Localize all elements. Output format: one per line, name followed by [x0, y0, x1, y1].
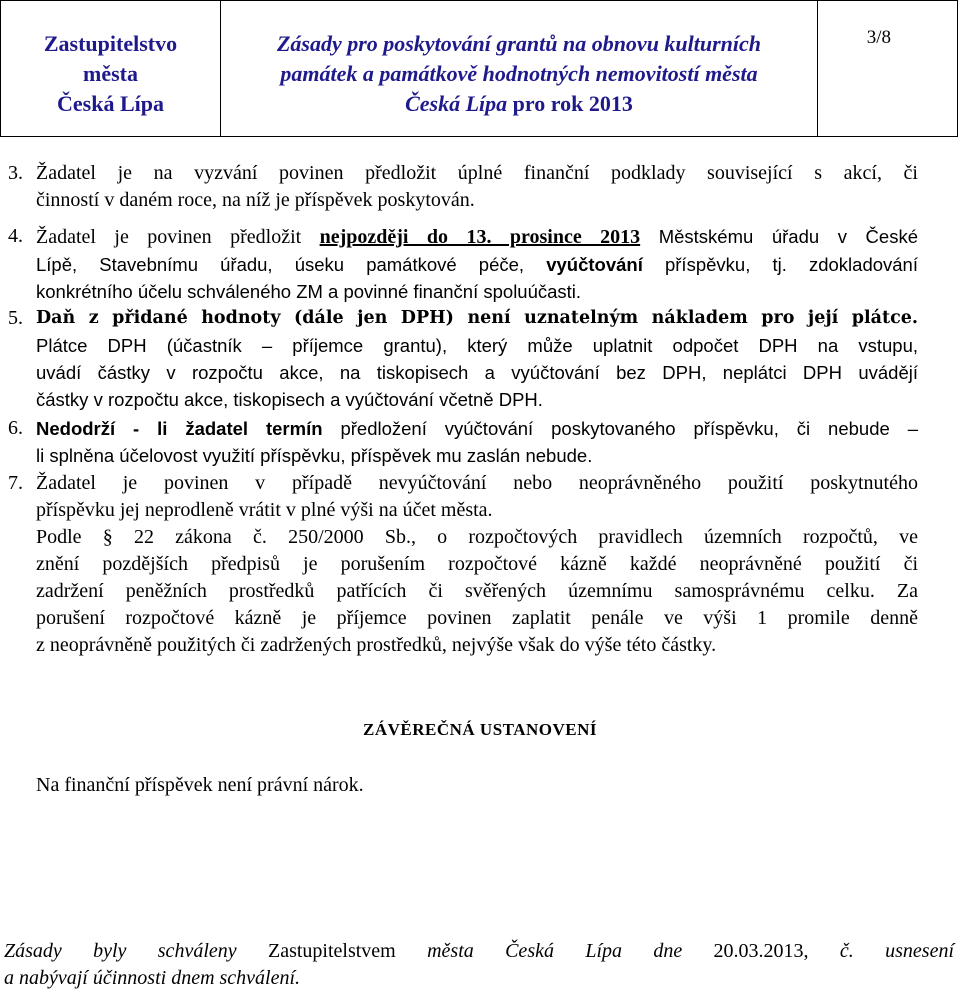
- item-7-line-5: zadržení peněžních prostředků patřících či svěřených územnímu samosprávnému celku. Za: [36, 580, 918, 602]
- item-number: 4.: [8, 225, 23, 247]
- item-6-line-1: [36, 415, 918, 442]
- item-3-line-2: činností v daném roce, na níž je příspěvek poskytován.: [36, 189, 475, 211]
- title-line-1: Zásady pro poskytování grantů na obnovu kulturních: [276, 31, 762, 56]
- resolution-label: č. usnesení: [839, 940, 955, 962]
- item-6-text: předložení vyúčtování poskytovaného příspěvku, či nebude –: [322, 418, 918, 439]
- org-line-2: města: [83, 61, 138, 86]
- section-heading: ZÁVĚREČNÁ USTANOVENÍ: [362, 720, 598, 739]
- title-line-2: památek a památkově hodnotných nemovitostí města: [280, 61, 758, 86]
- item-5-line-3: uvádí částky v rozpočtu akce, na tiskopisech a vyúčtování bez DPH, neplátci DPH uvádějí: [36, 362, 918, 383]
- approval-date: 20.03.2013,: [682, 940, 840, 962]
- item-number: 5.: [8, 307, 23, 329]
- item-7-line-3: [36, 524, 918, 551]
- item-4-line-1: [36, 223, 918, 251]
- approval-note: [4, 938, 954, 992]
- item-4-text-d: příspěvku, tj. zdokladování: [642, 254, 918, 275]
- title-line-3-city: Česká Lípa: [405, 91, 508, 116]
- document-title: [221, 29, 817, 119]
- item-7-line-6: porušení rozpočtové kázně je příjemce povinen zaplatit penále ve výši 1 promile denně: [36, 607, 918, 629]
- list-item-4: [8, 223, 918, 305]
- item-4-text: Žadatel je povinen předložit: [36, 226, 320, 248]
- vat-statement: Daň z přidané hodnoty (dále jen DPH) není uznatelným nákladem pro její plátce.: [36, 308, 918, 328]
- approval-text-a: Zásady byly schváleny: [4, 940, 237, 962]
- item-number: 6.: [8, 417, 23, 439]
- approval-text-c: města Česká Lípa dne: [427, 940, 683, 962]
- approval-line-2: a nabývají účinnosti dnem schválení.: [4, 967, 301, 989]
- page-number: 3/8: [866, 27, 891, 48]
- item-7-line-7: z neoprávněně použitých či zadržených prostředků, nejvýše však do výše této částky.: [36, 634, 717, 656]
- final-statement: Na finanční příspěvek není právní nárok.: [36, 774, 364, 796]
- item-4-text-b: Městskému úřadu v České: [640, 226, 918, 247]
- title-line-3: [221, 89, 817, 119]
- list-item-7: [8, 470, 919, 659]
- item-5-line-2: Plátce DPH (účastník – příjemce grantu), který může uplatnit odpočet DPH na vstupu,: [36, 335, 918, 356]
- document-header: [0, 0, 958, 137]
- accounting-term: vyúčtování: [546, 254, 643, 275]
- header-org-cell: [1, 1, 221, 136]
- item-7-line-2: příspěvku jej neprodleně vrátit v plné výši na účet města.: [36, 499, 493, 521]
- deadline-breach-text: Nedodrží - li žadatel termín: [36, 418, 323, 439]
- item-4-line-2: [36, 251, 918, 278]
- item-number: 7.: [8, 472, 23, 494]
- approval-line-1: [4, 938, 954, 965]
- header-title-cell: [221, 1, 818, 136]
- list-item-6: [8, 415, 918, 469]
- item-7-line-4: znění pozdějších předpisů je porušením rozpočtové kázně každé neoprávněné použití či: [36, 553, 918, 575]
- item-7-line-1: Žadatel je povinen v případě nevyúčtování nebo neoprávněného použití poskytnutého: [36, 472, 918, 494]
- item-3-line-1: Žadatel je na vyzvání povinen předložit úplné finanční podklady související s akcí, či: [36, 162, 918, 184]
- item-6-line-2: li splněna účelovost využití příspěvku, příspěvek mu zaslán nebude.: [36, 445, 593, 466]
- law-reference: Podle § 22 zákona č. 250/2000 Sb.: [36, 526, 411, 548]
- org-line-3: Česká Lípa: [57, 91, 164, 116]
- item-number: 3.: [8, 162, 23, 184]
- org-line-1: Zastupitelstvo: [43, 31, 178, 56]
- list-item-5: [8, 305, 918, 413]
- item-4-text-c: Lípě, Stavebnímu úřadu, úseku památkové péče,: [36, 254, 547, 275]
- approval-text-b: Zastupitelstvem: [236, 940, 428, 962]
- item-5-line-4: částky v rozpočtu akce, tiskopisech a vyúčtování včetně DPH.: [36, 389, 543, 410]
- header-organization: [1, 29, 220, 119]
- list-item-3: [8, 160, 918, 214]
- item-4-line-3: konkrétního účelu schváleného ZM a povinné finanční spoluúčasti.: [36, 281, 582, 302]
- title-line-3-year: pro rok 2013: [507, 91, 633, 116]
- header-page-cell: [818, 1, 957, 136]
- deadline-text: nejpozději do 13. prosince 2013: [319, 226, 641, 248]
- item-7-text: , o rozpočtových pravidlech územních rozpočtů, ve: [410, 526, 919, 548]
